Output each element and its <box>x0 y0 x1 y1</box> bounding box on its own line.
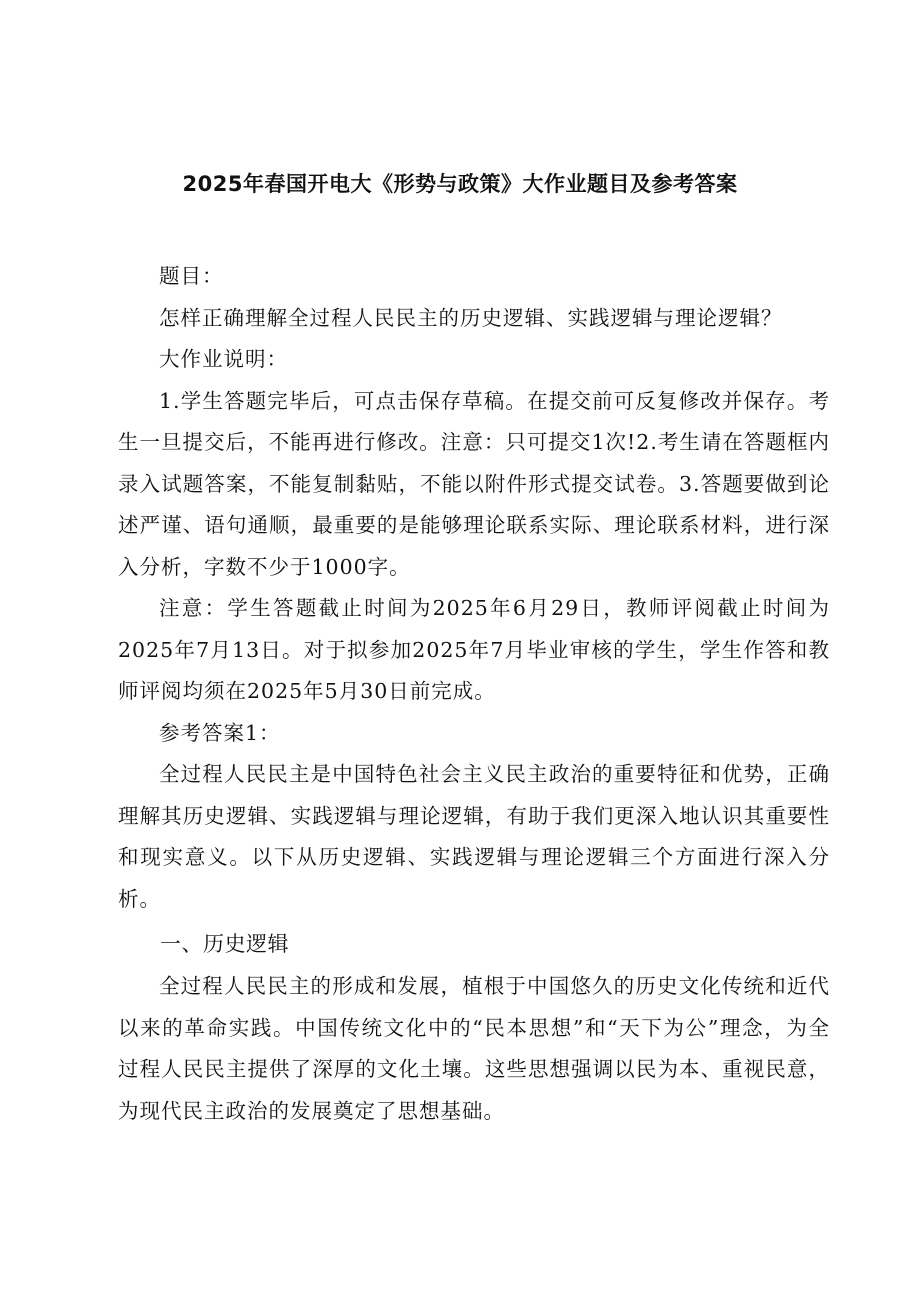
question-text: 怎样正确理解全过程人民民主的历史逻辑、实践逻辑与理论逻辑？ <box>159 305 783 330</box>
document-title: 2025年春国开电大《形势与政策》大作业题目及参考答案 <box>182 172 738 196</box>
instructions-label: 大作业说明： <box>159 347 288 371</box>
historical-logic-paragraph: 全过程人民民主的形成和发展，植根于中国悠久的历史文化传统和近代以来的革命实践。中国传统文化中的“民本思想”和“天下为公”理念，为全过程人民民主提供了深厚的文化土壤。这些思想强调以民为本、重视民意，为现代民主政治的发展奠定了思想基础。 <box>118 974 830 1123</box>
reference-answer-label: 参考答案1： <box>159 720 281 745</box>
answer-intro-paragraph: 全过程人民民主是中国特色社会主义民主政治的重要特征和优势，正确理解其历史逻辑、实践逻辑与理论逻辑，有助于我们更深入地认识其重要性和现实意义。以下从历史逻辑、实践逻辑与理论逻辑三个方面进行深入分析。 <box>118 762 830 911</box>
section-heading-historical-logic: 一、历史逻辑 <box>160 932 289 956</box>
question-label: 题目： <box>159 264 224 288</box>
document-body <box>118 256 830 1132</box>
instructions-text: 1.学生答题完毕后，可点击保存草稿。在提交前可反复修改并保存。考生一旦提交后，不能再进行修改。注意：只可提交1次!2.考生请在答题框内录入试题答案，不能复制黏贴，不能以附件形式提交试卷。3.答题要做到论述严谨、语句通顺，最重要的是能够理论联系实际、理论联系材料，进行深入分析，字数不少于1000字。 <box>118 388 830 579</box>
deadline-note: 注意：学生答题截止时间为2025年6月29日，教师评阅截止时间为2025年7月13日。对于拟参加2025年7月毕业审核的学生，学生作答和教师评阅均须在2025年5月30日前完成。 <box>118 596 830 703</box>
